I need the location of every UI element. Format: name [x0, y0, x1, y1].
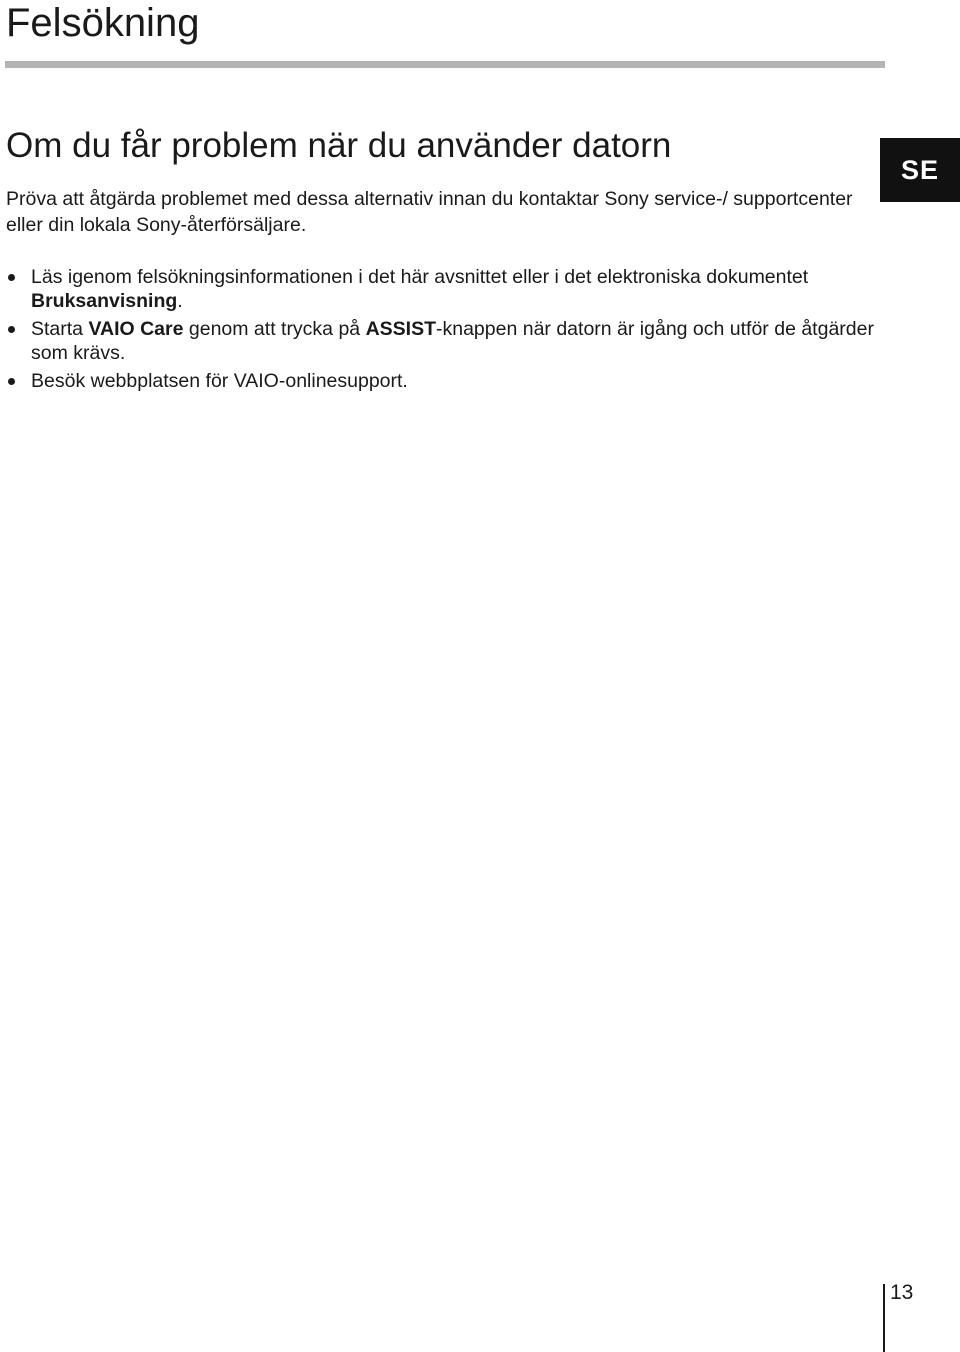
- list-item-text: Starta: [31, 318, 89, 340]
- list-item: [6, 369, 896, 393]
- language-badge: SE: [880, 138, 960, 202]
- list-item-text: -knappen när datorn är igång och utför de åtgärder som krävs.: [31, 318, 874, 364]
- list-item-bold: ASSIST: [365, 318, 436, 340]
- chapter-title: Felsökning: [6, 1, 200, 45]
- list-item-bold: VAIO Care: [88, 318, 184, 340]
- title-divider: [5, 61, 885, 68]
- bullet-icon: [8, 326, 15, 333]
- bullet-icon: [8, 274, 15, 281]
- intro-paragraph: Pröva att åtgärda problemet med dessa alternativ innan du kontaktar Sony service-/ supportcenter eller din lokala Sony-återförsäljare.: [6, 188, 853, 236]
- list-item: [6, 317, 896, 365]
- section-title: Om du får problem när du använder datorn: [6, 126, 672, 165]
- list-item-text: Besök webbplatsen för VAIO-onlinesupport.: [31, 370, 408, 392]
- list-item-text: Läs igenom felsökningsinformationen i det här avsnittet eller i det elektroniska dokumentet: [31, 266, 809, 288]
- bullet-list: [6, 265, 896, 397]
- bullet-icon: [8, 378, 15, 385]
- list-item-text: genom att trycka på: [183, 318, 366, 340]
- page-number-divider: [883, 1284, 885, 1352]
- list-item-bold: Bruksanvisning: [31, 290, 178, 312]
- page-number: 13: [890, 1281, 914, 1304]
- list-item: [6, 265, 896, 313]
- list-item-text: .: [177, 290, 183, 312]
